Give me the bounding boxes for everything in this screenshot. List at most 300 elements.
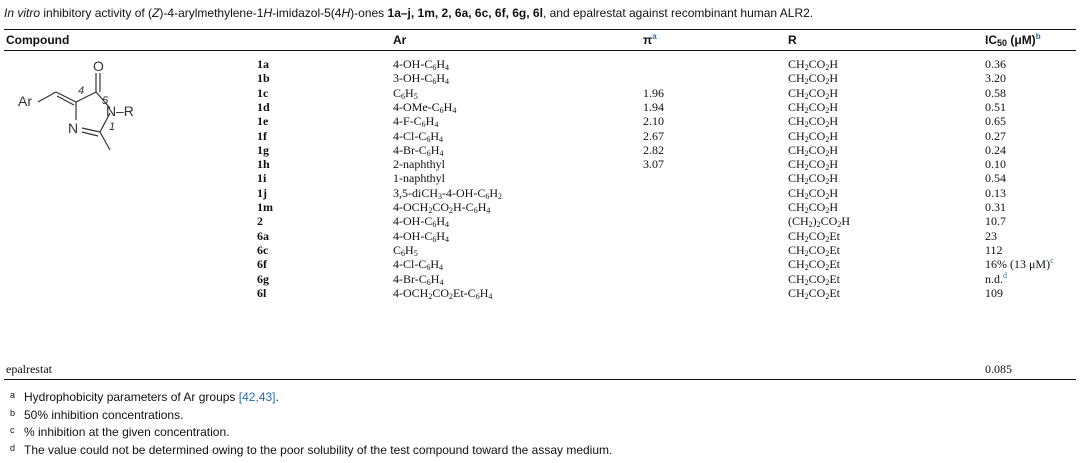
r-formula: [788, 157, 838, 171]
footnote-ref: d: [1003, 270, 1007, 280]
caption-compound-list: 1a–j, 1m, 2, 6a, 6c, 6f, 6g, 6l: [387, 6, 543, 20]
formula-text: 4-OCH: [393, 200, 429, 214]
compound-id: 1b: [257, 71, 270, 86]
formula-text: H: [829, 71, 839, 86]
r-formula: [788, 272, 840, 286]
structure-position-label: 1: [109, 121, 116, 133]
ic50-text: 109: [985, 285, 1003, 300]
formula-text: CO: [808, 242, 826, 257]
formula-text: CH: [788, 142, 805, 157]
formula-text: CO: [808, 142, 826, 157]
formula-text: H: [829, 128, 839, 143]
formula-text: 4-Cl-C: [393, 257, 427, 272]
formula-text: H: [829, 99, 839, 114]
compound-id: 6a: [257, 228, 269, 243]
caption-text: -imidazol-5(4: [272, 6, 342, 20]
r-formula: [788, 286, 840, 300]
formula-subscript: 6: [432, 63, 437, 72]
formula-text: CH: [788, 99, 805, 114]
structure-position-label: 4: [78, 85, 85, 97]
footnote: [10, 388, 279, 404]
r-formula: [788, 143, 838, 157]
epalrestat-label: epalrestat: [6, 362, 52, 376]
footnote-mark: a: [10, 390, 16, 400]
formula-subscript: 6: [432, 220, 437, 230]
formula-text: 4-Br-C: [393, 271, 427, 286]
table-row: [0, 200, 1080, 214]
ar-formula: [393, 200, 490, 214]
footnote-text: .: [275, 390, 279, 404]
r-cell: [788, 86, 838, 100]
formula-subscript: 2: [804, 148, 809, 158]
ic50-value: [985, 171, 1006, 185]
ic50-value: [985, 286, 1003, 300]
r-formula: [788, 214, 850, 228]
formula-text: H-C: [453, 200, 474, 214]
formula-subscript: 6: [432, 234, 437, 244]
formula-subscript: 6: [485, 191, 490, 201]
compound-id: 1m: [257, 200, 273, 214]
formula-subscript: 2: [825, 191, 830, 201]
table-bottom-rule: [4, 379, 1076, 380]
footnote-ref: b: [1035, 32, 1041, 41]
formula-text: CH: [788, 85, 805, 100]
footnote: [10, 406, 183, 422]
ic50-text: 0.24: [985, 142, 1006, 157]
formula-subscript: 2: [804, 277, 809, 287]
table-row: [0, 114, 1080, 128]
footnote-mark: d: [10, 442, 16, 453]
structure-ar-label: Ar: [18, 93, 32, 109]
formula-text: H: [829, 200, 839, 214]
header-ic50-unit: (μM): [1007, 33, 1036, 47]
formula-subscript: 6: [426, 134, 431, 144]
formula-text: H: [425, 114, 435, 129]
r-formula: [788, 129, 838, 143]
formula-subscript: 5: [413, 91, 418, 101]
ar-cell: [393, 71, 449, 85]
formula-text: CO: [808, 99, 826, 114]
formula-subscript: 6: [426, 263, 431, 273]
formula-subscript: 2: [825, 105, 830, 115]
formula-text: H: [829, 171, 839, 186]
r-formula: [788, 171, 838, 185]
ic50-value: [985, 257, 1054, 271]
formula-subscript: 6: [473, 206, 478, 215]
formula-text: Et: [829, 271, 841, 286]
ar-formula: [393, 100, 456, 114]
formula-text: 2-naphthyl: [393, 157, 445, 172]
formula-text: CO: [808, 200, 826, 214]
formula-subscript: 2: [825, 263, 830, 273]
compound-id: 1i: [257, 171, 267, 186]
ar-formula: [393, 57, 449, 71]
formula-subscript: 4: [439, 263, 444, 273]
ic50-text: 0.54: [985, 171, 1006, 186]
formula-subscript: 4: [445, 234, 449, 244]
formula-subscript: 6: [401, 248, 406, 258]
ic50-text: 3.20: [985, 71, 1006, 86]
ar-cell: [393, 214, 449, 228]
formula-text: H: [841, 214, 851, 229]
formula-subscript: 4: [434, 120, 439, 130]
formula-subscript: 4: [439, 277, 444, 287]
footnote-mark: c: [10, 425, 15, 435]
formula-subscript: 6: [401, 91, 406, 101]
table-row: [0, 129, 1080, 143]
ic50-text: 23: [985, 228, 997, 243]
ic50-text: 0.36: [985, 57, 1006, 71]
ar-formula: [393, 272, 443, 286]
footnote: [10, 423, 229, 439]
formula-text: CO: [808, 185, 826, 200]
formula-text: CO: [820, 214, 838, 229]
formula-text: H: [489, 185, 498, 200]
ic50-text: 0.27: [985, 128, 1006, 143]
r-formula: [788, 200, 838, 214]
structure-r-label: –R: [116, 103, 134, 119]
r-formula: [788, 229, 840, 243]
compound-id: 1h: [257, 157, 270, 172]
formula-text: H: [430, 271, 440, 286]
formula-text: CH: [788, 200, 805, 214]
ic50-value: [985, 71, 1006, 85]
ic50-text: 0.58: [985, 85, 1006, 100]
formula-text: CO: [808, 71, 826, 86]
caption-text: , and epalrestat against recombinant human ALR2.: [542, 6, 814, 20]
formula-text: C: [393, 242, 402, 257]
formula-text: CH: [788, 57, 805, 71]
ic50-text: 0.13: [985, 185, 1006, 200]
ar-cell: [393, 229, 449, 243]
formula-subscript: 2: [825, 63, 830, 72]
formula-text: H: [436, 57, 445, 71]
formula-text: H: [829, 142, 839, 157]
ic50-value: [985, 243, 1003, 257]
formula-text: CH: [788, 128, 805, 143]
ic50-text: 112: [985, 242, 1003, 257]
table-row: [0, 243, 1080, 257]
formula-subscript: 4: [452, 105, 457, 115]
formula-subscript: 2: [804, 177, 809, 187]
formula-subscript: 2: [804, 163, 809, 173]
r-cell: [788, 243, 840, 257]
ar-cell: [393, 143, 443, 157]
header-pi-label: π: [643, 33, 653, 47]
formula-text: 4-F-C: [393, 114, 422, 129]
footnote-text: Hydrophobicity parameters of Ar groups: [24, 390, 239, 404]
ic50-value: [985, 229, 997, 243]
ar-formula: [393, 129, 443, 143]
table-row: [0, 214, 1080, 228]
pi-value: 1.94: [643, 99, 664, 114]
formula-text: H: [829, 185, 839, 200]
table-row: [0, 186, 1080, 200]
formula-subscript: 2: [804, 63, 809, 72]
formula-text: 1-naphthyl: [393, 171, 445, 186]
formula-text: H: [436, 228, 445, 243]
formula-text: CO: [808, 285, 826, 300]
ar-formula: [393, 114, 438, 128]
formula-text: CO: [808, 228, 826, 243]
formula-subscript: 2: [449, 206, 454, 215]
ar-formula: [393, 186, 502, 200]
r-cell: [788, 214, 850, 228]
ic50-value: [985, 157, 1006, 171]
formula-text: CH: [788, 157, 805, 172]
r-cell: [788, 100, 838, 114]
formula-subscript: 2: [825, 277, 830, 287]
formula-subscript: 2: [825, 291, 830, 301]
header-ic50: [985, 32, 1041, 48]
ar-cell: [393, 129, 443, 143]
table-row: [0, 57, 1080, 71]
formula-text: 4-Br-C: [393, 142, 427, 157]
ar-formula: [393, 157, 445, 171]
ic50-value: [985, 86, 1006, 100]
r-cell: [788, 114, 838, 128]
formula-text: ): [812, 214, 817, 229]
formula-subscript: 6: [426, 277, 431, 287]
ic50-text: 10.7: [985, 214, 1006, 229]
footnote: [10, 441, 612, 457]
ic50-text: 0.10: [985, 157, 1006, 172]
formula-text: (CH: [788, 214, 809, 229]
compound-id: 1e: [257, 114, 269, 129]
header-r: R: [788, 33, 797, 47]
r-cell: [788, 200, 838, 214]
formula-text: 4-Cl-C: [393, 128, 427, 143]
formula-text: CH: [788, 242, 805, 257]
formula-text: H: [430, 142, 440, 157]
formula-subscript: 2: [825, 134, 830, 144]
formula-text: CO: [808, 57, 826, 71]
formula-subscript: 2: [825, 234, 830, 244]
formula-subscript: 2: [816, 220, 821, 230]
formula-text: C: [393, 85, 402, 100]
formula-text: H: [430, 257, 440, 272]
formula-subscript: 4: [445, 63, 449, 72]
formula-text: Et: [829, 257, 841, 272]
formula-text: H: [479, 285, 489, 300]
table-row: [0, 143, 1080, 157]
footnote-text: 50% inhibition concentrations.: [24, 407, 184, 422]
r-cell: [788, 171, 838, 185]
ar-formula: [393, 86, 418, 100]
formula-subscript: 6: [439, 105, 444, 115]
header-pi: [643, 32, 657, 48]
ic50-text: 0.31: [985, 200, 1006, 214]
formula-text: Et: [829, 242, 841, 257]
r-formula: [788, 243, 840, 257]
ic50-text: 0.51: [985, 99, 1006, 114]
formula-subscript: 4: [445, 220, 449, 230]
formula-subscript: 2: [804, 134, 809, 144]
formula-subscript: 6: [475, 291, 480, 301]
formula-text: H: [405, 85, 414, 100]
formula-subscript: 2: [825, 248, 830, 258]
ic50-value: [985, 214, 1006, 228]
table-row: [0, 100, 1080, 114]
compound-id: 1c: [257, 85, 269, 100]
formula-subscript: 4: [439, 134, 444, 144]
formula-text: 4-OMe-C: [393, 99, 440, 114]
r-cell: [788, 129, 838, 143]
ar-formula: [393, 214, 449, 228]
ic50-value: [985, 143, 1006, 157]
formula-subscript: 2: [804, 120, 809, 130]
formula-subscript: 2: [498, 191, 502, 201]
footnote-text: The value could not be determined owing to the poor solubility of the test compound toward the assay medium.: [24, 442, 613, 457]
formula-subscript: 5: [413, 248, 418, 258]
formula-text: H: [829, 114, 839, 129]
formula-subscript: 2: [428, 206, 433, 215]
formula-text: CO: [808, 171, 826, 186]
formula-subscript: 2: [804, 77, 809, 87]
formula-subscript: 2: [804, 234, 809, 244]
formula-text: CO: [432, 285, 450, 300]
formula-subscript: 2: [804, 91, 809, 101]
formula-subscript: 2: [825, 206, 830, 215]
r-cell: [788, 157, 838, 171]
structure-n1-label: N: [106, 103, 117, 119]
formula-text: -4-OH-C: [442, 185, 486, 200]
formula-subscript: 2: [804, 191, 809, 201]
header-ic50-sub: 50: [997, 38, 1008, 48]
formula-text: CO: [432, 200, 450, 214]
structure-n3-label: N: [68, 120, 79, 136]
structure-position-label: 5: [102, 95, 109, 107]
table-header-rule: [4, 50, 1076, 51]
caption-text: )-4-arylmethylene-1: [159, 6, 264, 20]
r-cell: [788, 286, 840, 300]
table-row: [0, 229, 1080, 243]
compound-id: 1f: [257, 128, 267, 143]
formula-subscript: 2: [825, 177, 830, 187]
compound-id: 6g: [257, 271, 269, 286]
formula-subscript: 3: [438, 191, 442, 201]
compound-id: 1j: [257, 185, 267, 200]
formula-subscript: 2: [449, 291, 454, 301]
r-formula: [788, 71, 838, 85]
ic50-value: [985, 114, 1006, 128]
ar-formula: [393, 286, 492, 300]
table-row: [0, 157, 1080, 171]
formula-text: H: [430, 128, 440, 143]
formula-text: Et-C: [453, 285, 476, 300]
pi-value: 2.67: [643, 128, 664, 143]
formula-subscript: 2: [804, 105, 809, 115]
r-formula: [788, 86, 838, 100]
ic50-value: [985, 272, 1007, 286]
formula-text: CO: [808, 128, 826, 143]
formula-text: 4-OCH: [393, 285, 429, 300]
ic50-value: [985, 200, 1006, 214]
compound-id: 1g: [257, 142, 269, 157]
formula-subscript: 4: [486, 206, 491, 215]
formula-subscript: 2: [804, 248, 809, 258]
ar-cell: [393, 186, 502, 200]
formula-text: Et: [829, 285, 841, 300]
r-cell: [788, 71, 838, 85]
formula-subscript: 4: [488, 291, 493, 301]
ar-cell: [393, 243, 418, 257]
compound-id: 1d: [257, 99, 270, 114]
formula-text: H: [829, 157, 839, 172]
table-top-rule: [4, 29, 1076, 30]
footnote-text: % inhibition at the given concentration.: [24, 425, 230, 439]
caption-italic: In vitro: [4, 6, 41, 20]
caption-text: inhibitory activity of (: [40, 6, 153, 20]
compound-id: 6l: [257, 285, 267, 300]
ar-formula: [393, 243, 418, 257]
r-formula: [788, 257, 840, 271]
r-formula: [788, 186, 838, 200]
formula-subscript: 2: [808, 220, 813, 230]
formula-text: CH: [788, 185, 805, 200]
table-row: [0, 171, 1080, 185]
formula-subscript: 2: [804, 291, 809, 301]
formula-subscript: 2: [825, 77, 830, 87]
formula-text: CO: [808, 114, 826, 129]
formula-subscript: 6: [432, 77, 437, 87]
r-cell: [788, 272, 840, 286]
formula-text: H: [405, 242, 414, 257]
formula-text: Et: [829, 228, 841, 243]
ar-cell: [393, 86, 418, 100]
formula-text: CH: [788, 171, 805, 186]
table-row: [0, 286, 1080, 300]
compound-id: 1a: [257, 57, 269, 71]
r-cell: [788, 257, 840, 271]
ar-formula: [393, 229, 449, 243]
formula-text: 3-OH-C: [393, 71, 433, 86]
formula-subscript: 2: [804, 206, 809, 215]
compound-id: 6c: [257, 242, 269, 257]
formula-text: H: [443, 99, 453, 114]
formula-subscript: 2: [428, 291, 433, 301]
formula-subscript: 2: [804, 263, 809, 273]
pi-value: 2.10: [643, 114, 664, 129]
formula-subscript: 6: [426, 148, 431, 158]
formula-text: CH: [788, 271, 805, 286]
formula-text: H: [829, 57, 839, 71]
caption-italic: H: [341, 6, 351, 20]
ar-cell: [393, 171, 445, 185]
formula-text: CH: [788, 71, 805, 86]
table-row: [0, 71, 1080, 85]
caption-text: )-ones: [350, 6, 388, 20]
table-row: [0, 272, 1080, 286]
ar-cell: [393, 157, 445, 171]
formula-text: CH: [788, 228, 805, 243]
ic50-text: 16% (13 μM): [985, 257, 1051, 272]
header-ar: Ar: [393, 33, 407, 47]
reference-link[interactable]: [42,43]: [238, 390, 276, 404]
table-row: [0, 257, 1080, 271]
formula-subscript: 6: [421, 120, 426, 130]
ar-cell: [393, 286, 492, 300]
footnote-mark: b: [10, 407, 16, 418]
ar-formula: [393, 171, 445, 185]
caption-italic: H: [263, 6, 273, 20]
pi-value: 3.07: [643, 157, 664, 172]
formula-text: CO: [808, 157, 826, 172]
footnote-ref: a: [652, 32, 657, 41]
ar-cell: [393, 272, 443, 286]
r-cell: [788, 143, 838, 157]
compound-id: 6f: [257, 257, 267, 272]
